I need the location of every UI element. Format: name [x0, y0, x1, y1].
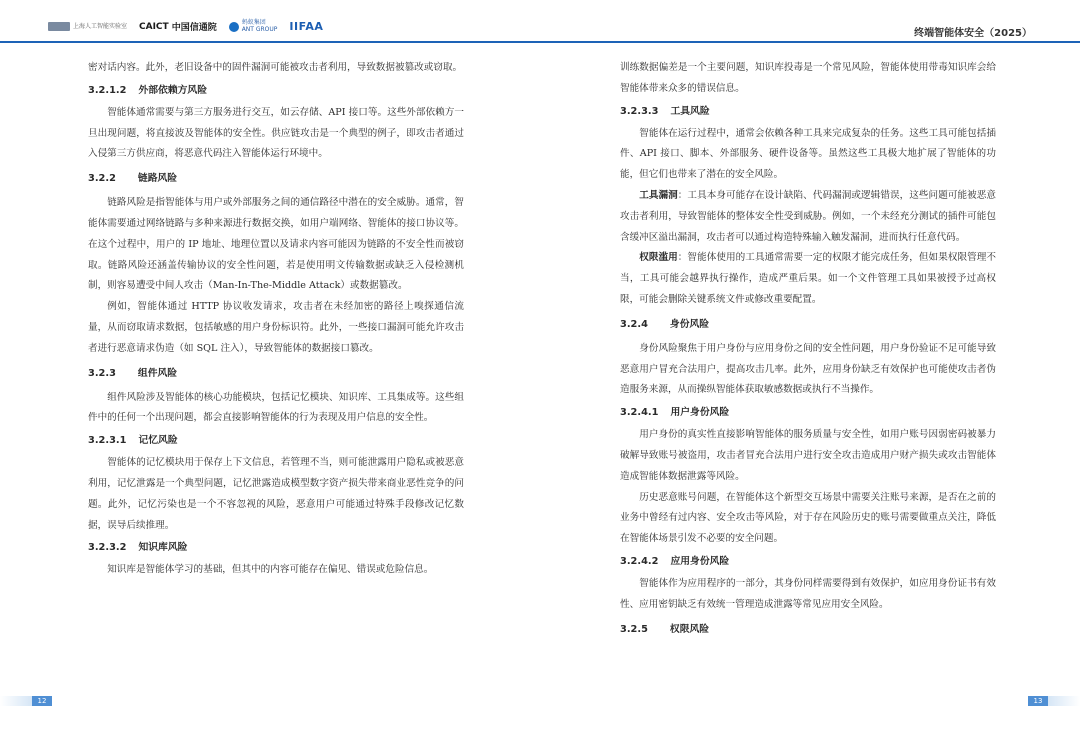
paragraph: 密对话内容。此外，老旧设备中的固件漏洞可能被攻击者利用，导致数据被篡改或窃取。 — [88, 62, 463, 73]
sh-ai-lab-logo-text: 上海人工智能实验室 — [73, 22, 128, 30]
paragraph: 智能体通常需要与第三方服务进行交互，如云存储、API 接口等。这些外部依赖方一旦出现问题，将直接波及智能体的安全性。供应链攻击是一个典型的例子，即攻击者通过入侵第三方供应商，将恶意代码注入智能体运行环境中。 — [88, 106, 464, 160]
sh-ai-lab-logo-icon — [48, 22, 70, 31]
section-heading-3-2-4-1: 3.2.4.1 用户身份风险 — [620, 407, 730, 419]
report-title: 终端智能体安全（2025） — [914, 28, 1032, 39]
paragraph: 智能体的记忆模块用于保存上下文信息，若管理不当，则可能泄露用户隐私或被恶意利用，记忆泄露是一个典型问题，记忆泄露造成模型数字资产损失带来商业恶性竞争的问题。此外，记忆污染也是一个不容忽视的风险，恶意用户可能通过特殊手段修改记忆数据，误导后续推理。 — [88, 457, 464, 531]
paragraph: 权限滥用：智能体使用的工具通常需要一定的权限才能完成任务，但如果权限管理不当，工具可能会越界执行操作，造成严重后果。如一个文件管理工具如果被授予过高权限，可能会删除关键系统文件或修改重要配置。 — [620, 252, 997, 305]
paragraph: 用户身份的真实性直接影响智能体的服务质量与安全性，如用户账号因弱密码被暴力破解导致账号被盗用，攻击者冒充合法用户进行安全攻击造成用户财产损失或攻击智能体造成智能体数据泄露等风险。 — [620, 429, 996, 482]
paragraph: 训练数据偏差是一个主要问题，知识库投毒是一个常见风险，智能体使用带毒知识库会给智能体带来众多的错误信息。 — [620, 62, 996, 94]
paragraph: 例如，智能体通过 HTTP 协议收发请求，攻击者在未经加密的路径上嗅探通信流量，从而窃取请求数据，包括敏感的用户身份标识符。此外，一些接口漏洞可能允许攻击者进行恶意请求伪造（如 SQL 注入），导致智能体的数据接口篡改。 — [88, 301, 464, 354]
section-heading-3-2-2: 3.2.2 链路风险 — [88, 173, 178, 185]
header-divider — [0, 41, 1080, 43]
ifaa-logo: IIFAA — [289, 20, 324, 34]
paragraph: 链路风险是指智能体与用户或外部服务之间的通信路径中潜在的安全威胁。通常，智能体需要通过网络链路与多种来源进行数据交换，如用户端网络、智能体的接口协议等。在这个过程中，用户的 IP 地址、地理位置以及请求内容可能因为链路的不安全性而被窃取。链路风险还涵盖传输协议的安全性问题，若是使用明文传输数据或缺乏入侵检测机制，则容易遭受中间人攻击（Man-In-The-Middle Attack）或数据篡改。 — [88, 197, 464, 292]
caict-logo-cn: 中国信通院 — [171, 23, 217, 34]
page-number-left: 12 — [32, 696, 52, 706]
paragraph: 智能体在运行过程中，通常会依赖各种工具来完成复杂的任务。这些工具可能包括插件、API 接口、脚本、外部服务、硬件设备等。虽然这些工具极大地扩展了智能体的功能，但它们也带来了潜在的安全风险。 — [620, 127, 996, 181]
ant-group-logo — [229, 20, 278, 33]
section-heading-3-2-3-2: 3.2.3.2 知识库风险 — [88, 542, 188, 554]
paragraph: 组件风险涉及智能体的核心功能模块，包括记忆模块、知识库、工具集成等。这些组件中的任何一个出现问题，都会直接影响智能体的行为表现及用户信息的安全性。 — [88, 391, 464, 424]
page-footer — [0, 688, 1080, 714]
paragraph: 历史恶意账号问题，在智能体这个新型交互场景中需要关注账号来源，是否在之前的业务中曾经有过内容、安全攻击等风险，对于存在风险历史的账号需要做重点关注，降低在智能体场景引发不必要的安全问题。 — [620, 491, 996, 545]
section-heading-3-2-3-1: 3.2.3.1 记忆风险 — [88, 435, 178, 447]
term-label: 权限滥用 — [639, 252, 678, 264]
caict-logo-en: CAICT — [139, 21, 169, 32]
left-page-body — [88, 58, 464, 581]
paragraph: 身份风险聚焦于用户身份与应用身份之间的安全性问题，用户身份验证不足可能导致恶意用户冒充合法用户，提高攻击几率。此外，应用身份缺乏有效保护也可能使攻击者伪造服务来源，从而操纵智能体获取敏感数据或执行不当操作。 — [620, 342, 996, 396]
ant-group-logo-cn: 蚂蚁集团 — [241, 19, 266, 26]
ant-group-logo-icon — [229, 22, 239, 32]
section-heading-3-2-3: 3.2.3 组件风险 — [88, 367, 178, 379]
page-header — [0, 0, 1080, 44]
ant-group-logo-en: ANT GROUP — [241, 25, 278, 33]
caict-logo — [139, 20, 217, 33]
section-heading-3-2-1-2: 3.2.1.2 外部依赖方风险 — [88, 84, 208, 96]
sh-ai-lab-logo — [48, 22, 127, 31]
paragraph: 智能体作为应用程序的一部分，其身份同样需要得到有效保护，如应用身份证书有效性、应用密钥缺乏有效统一管理造成泄露等常见应用安全风险。 — [620, 577, 996, 610]
section-heading-3-2-4: 3.2.4 身份风险 — [620, 318, 710, 330]
term-label: 工具漏洞 — [639, 189, 678, 201]
partner-logos — [48, 20, 323, 33]
right-page-body — [620, 58, 996, 644]
section-heading-3-2-3-3: 3.2.3.3 工具风险 — [620, 105, 710, 117]
paragraph: 工具漏洞：工具本身可能存在设计缺陷、代码漏洞或逻辑错误，这些问题可能被恶意攻击者利用，导致智能体的整体安全性受到威胁。例如，一个未经充分测试的插件可能包含缓冲区溢出漏洞，攻击者可以通过构造特殊输入触发漏洞，进而执行任意代码。 — [620, 189, 997, 243]
paragraph: 知识库是智能体学习的基础，但其中的内容可能存在偏见、错误或危险信息。 — [107, 564, 434, 576]
page-number-right: 13 — [1028, 696, 1048, 706]
section-heading-3-2-4-2: 3.2.4.2 应用身份风险 — [620, 555, 730, 567]
section-heading-3-2-5: 3.2.5 权限风险 — [620, 623, 710, 635]
